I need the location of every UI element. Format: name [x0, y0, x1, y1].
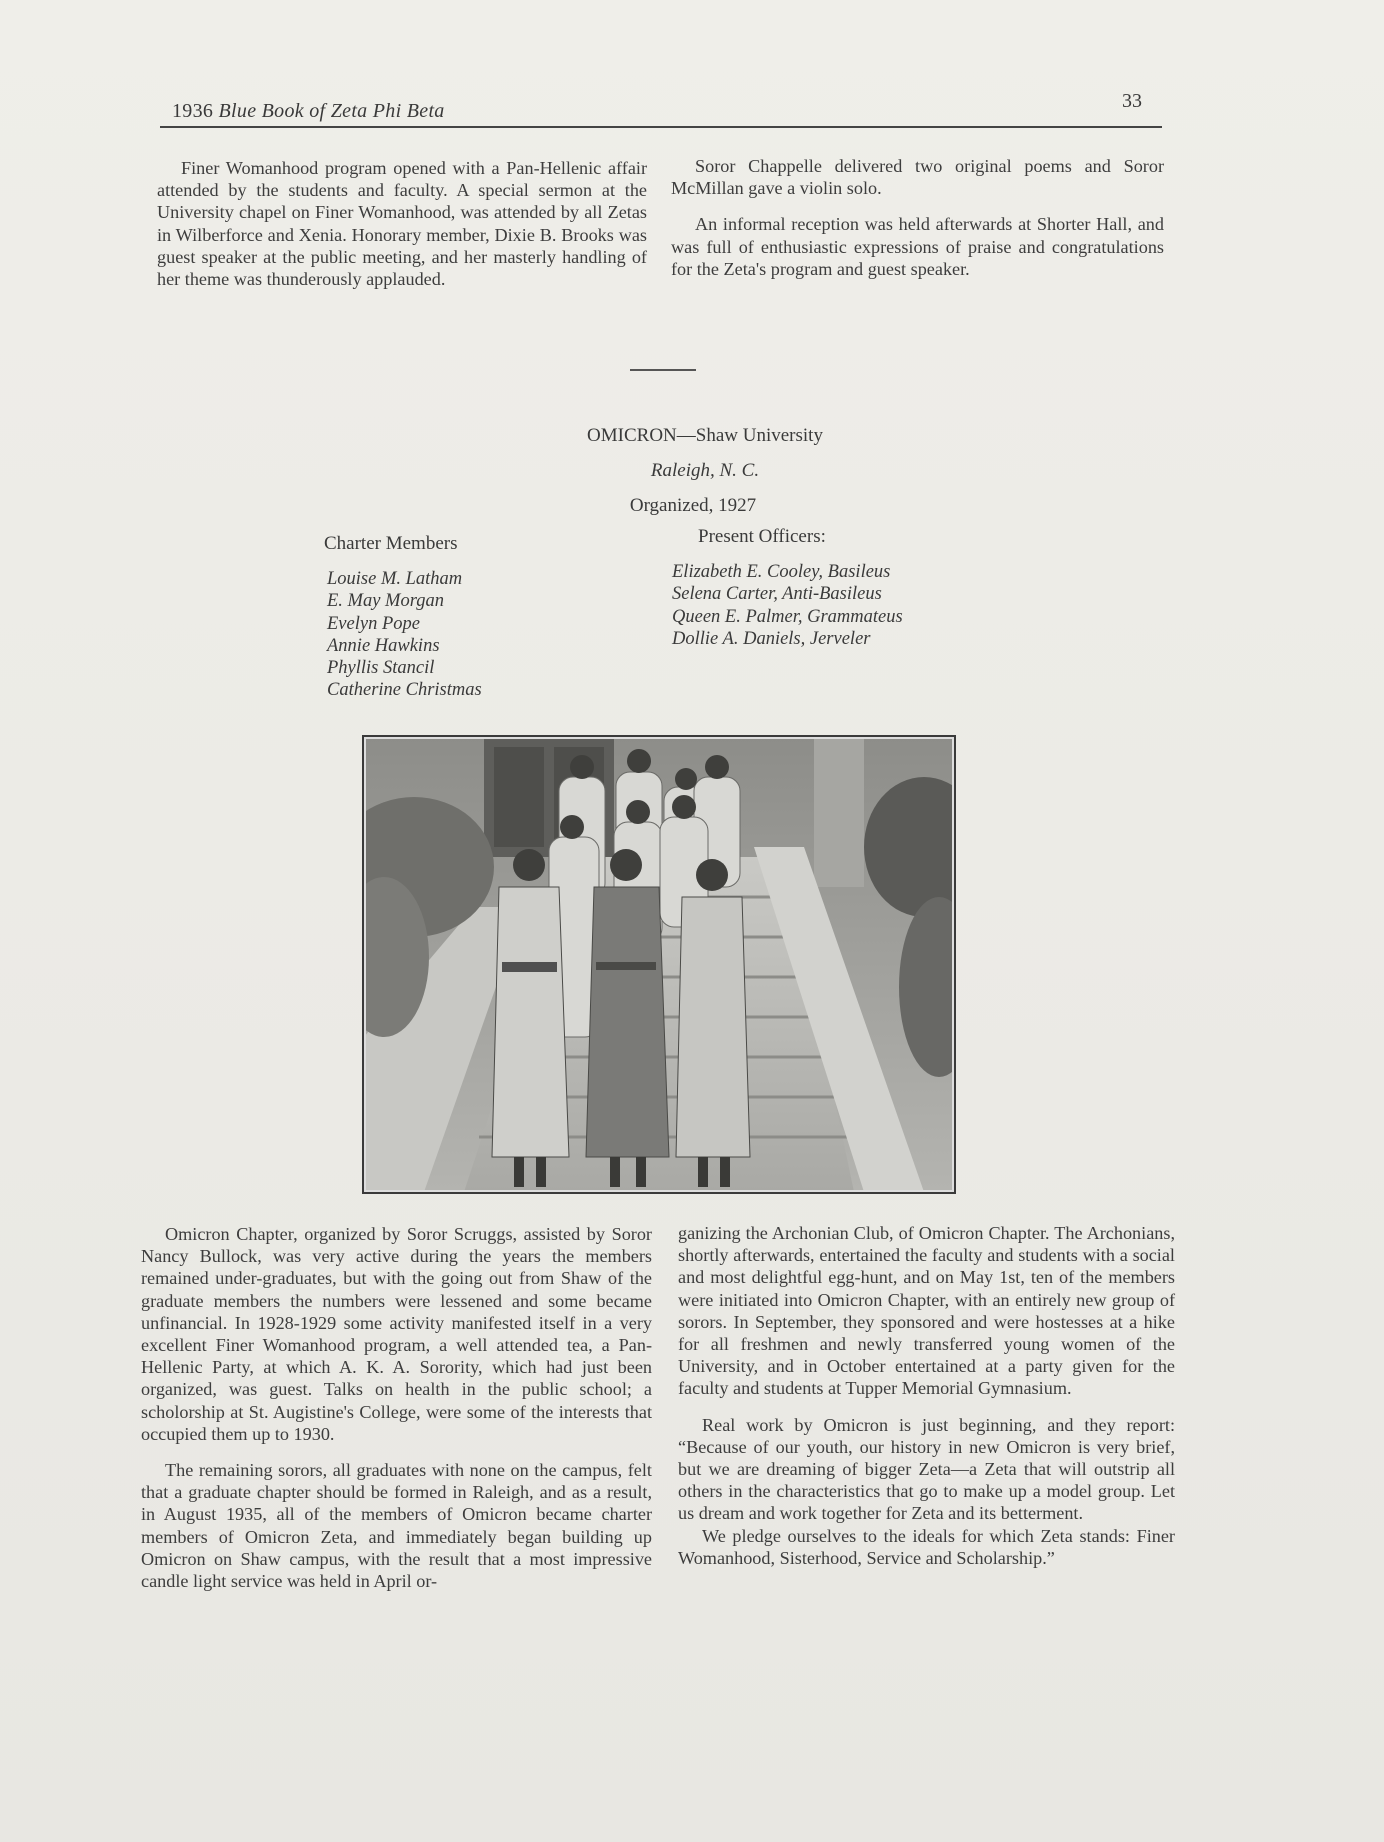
top-left-column — [157, 157, 647, 290]
charter-member: Louise M. Latham — [327, 569, 463, 589]
photo-image — [364, 737, 954, 1192]
paragraph: Omicron Chapter, organized by Soror Scruggs, assisted by Soror Nancy Bullock, was very active during the years the members remained under-graduates, but with the going out from Shaw of the graduate members the numbers were lessened and some became unfinancial. In 1928-1929 some activity manifested itself in a very excellent Finer Womanhood program, a well attended tea, a Pan-Hellenic Party, at which A. K. A. Sorority, which had just been organized, was guest. Talks on health in the public school; a scholorship at St. Augistine's College, were some of the interests that occupied them up to 1930. — [141, 1224, 652, 1444]
present-officers-list — [672, 561, 903, 650]
header-rule — [160, 126, 1162, 128]
section-divider — [630, 369, 696, 371]
paragraph: Real work by Omicron is just beginning, and they report: “Because of our youth, our history in new Omicron is very brief, but we are dreaming of bigger Zeta—a Zeta that will outstrip all others in the characteristics that go to make up a model group. Let us dream and work together for Zeta and its betterment. — [678, 1414, 1175, 1524]
officer: Queen E. Palmer, Grammateus — [672, 606, 903, 627]
paragraph: An informal reception was held afterwards at Shorter Hall, and was full of enthusiastic expressions of praise and congratulations for the Zeta's program and guest speaker. — [671, 214, 1164, 279]
paragraph: Finer Womanhood program opened with a Pan-Hellenic affair attended by the students and faculty. A special sermon at the University chapel on Finer Womanhood, was attended by all Zetas in Wilberforce and Xenia. Honorary member, Dixie B. Brooks was guest speaker at the public meeting, and her masterly handling of her theme was thunderously applauded. — [157, 158, 647, 290]
header-title: Blue Book of Zeta Phi Beta — [218, 100, 445, 122]
chapter-location: Raleigh, N. C. — [650, 460, 760, 481]
paragraph: We pledge ourselves to the ideals for which Zeta stands: Finer Womanhood, Sisterhood, Service and Scholarship.” — [678, 1525, 1175, 1568]
paragraph: The remaining sorors, all graduates with none on the campus, felt that a graduate chapter should be formed in Raleigh, and as a result, in August 1935, all of the members of Omicron became charter members of Omicron Zeta, and immediately began building up Omicron on Shaw campus, with the result that a most impressive candle light service was held in April or- — [141, 1460, 652, 1592]
top-right-column — [671, 155, 1164, 280]
charter-member: Evelyn Pope — [327, 613, 420, 634]
charter-members-list — [327, 568, 482, 702]
charter-member: Phyllis Stancil — [327, 658, 435, 679]
officer: Selena Carter, Anti-Basileus — [672, 584, 882, 605]
officer: Elizabeth E. Cooley, Basileus — [672, 562, 891, 582]
paragraph: Soror Chappelle delivered two original poems and Soror McMillan gave a violin solo. — [671, 156, 1164, 199]
charter-member: E. May Morgan — [327, 591, 444, 612]
charter-members-heading: Charter Members — [324, 533, 458, 554]
charter-member: Catherine Christmas — [327, 680, 482, 701]
running-header — [172, 100, 445, 123]
charter-member: Annie Hawkins — [327, 635, 440, 656]
chapter-title: OMICRON—Shaw University — [587, 425, 823, 446]
officer: Dollie A. Daniels, Jerveler — [672, 628, 871, 649]
paragraph: ganizing the Archonian Club, of Omicron Chapter. The Archonians, shortly afterwards, entertained the faculty and students with a social and most delightful egg-hunt, and on May 1st, ten of the members were initiated into Omicron Chapter, with an entirely new group of sorors. In September, they sponsored and were hostesses at a hike for all freshmen and newly transferred young women of the University, and in October entertained at a party given for the faculty and students at Tupper Memorial Gymnasium. — [678, 1223, 1175, 1399]
present-officers-heading: Present Officers: — [698, 526, 826, 547]
page-number: 33 — [1122, 90, 1142, 112]
group-photograph — [362, 735, 956, 1194]
bottom-right-column — [678, 1222, 1175, 1569]
bottom-left-column — [141, 1223, 652, 1592]
chapter-organized: Organized, 1927 — [629, 495, 757, 516]
header-year: 1936 — [172, 100, 214, 122]
